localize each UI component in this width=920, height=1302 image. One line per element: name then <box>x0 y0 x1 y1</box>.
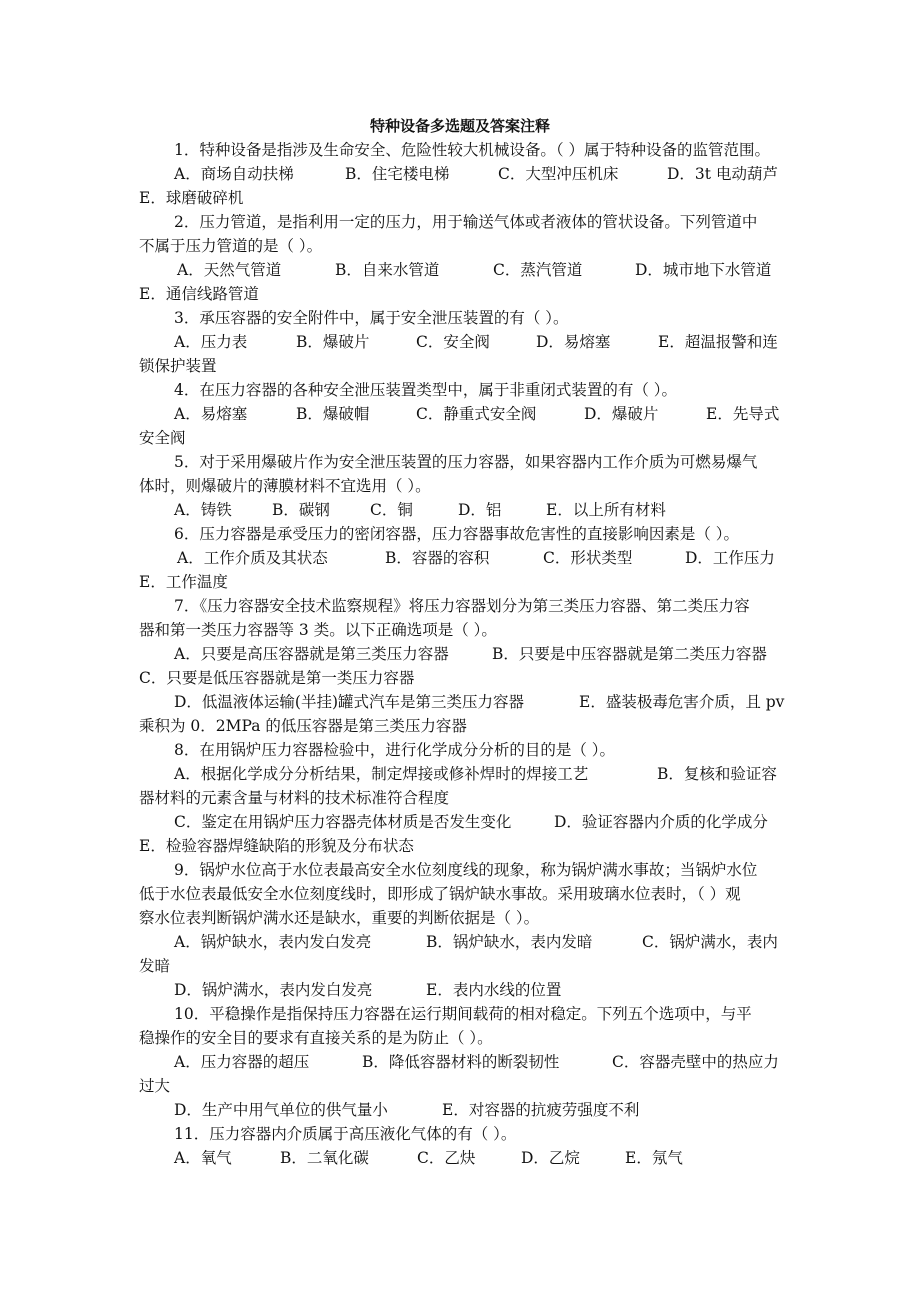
question-5-stem: 5．对于采用爆破片作为安全泄压装置的压力容器，如果容器内工作介质为可燃易爆气 <box>174 453 758 471</box>
question-10-options <box>174 1050 779 1074</box>
option: A．天然气管道 <box>177 261 282 279</box>
option: D．锅炉满水，表内发白发亮 <box>174 981 373 999</box>
question-9-options-cont: 发暗 <box>139 957 171 975</box>
question-7-options <box>174 642 767 666</box>
question-9-stem-cont: 低于水位表最低安全水位刻度线时，即形成了锅炉缺水事故。采用玻璃水位表时，（ ）观 <box>139 885 741 903</box>
question-6-stem: 6．压力容器是承受压力的密闭容器，压力容器事故危害性的直接影响因素是（ ）。 <box>174 525 740 543</box>
option: B．只要是中压容器就是第二类压力容器 <box>492 645 767 663</box>
option: A．铸铁 <box>174 501 232 519</box>
question-9-options-2 <box>174 978 561 1002</box>
question-8-options-2 <box>174 810 768 834</box>
option: D．3t 电动葫芦 <box>667 165 778 183</box>
question-9-stem: 9．锅炉水位高于水位表最高安全水位刻度线的现象，称为锅炉满水事故；当锅炉水位 <box>174 861 758 879</box>
option: B．住宅楼电梯 <box>345 165 450 183</box>
question-3-options <box>174 330 778 354</box>
question-6-options <box>177 546 775 570</box>
question-4-stem: 4．在压力容器的各种安全泄压装置类型中，属于非重闭式装置的有（ ）。 <box>174 381 678 399</box>
option: A．氧气 <box>174 1149 232 1167</box>
option: A．压力表 <box>174 333 248 351</box>
option: D．爆破片 <box>584 405 659 423</box>
question-7-options-2-cont: 乘积为 0．2MPa 的低压容器是第三类压力容器 <box>139 717 467 735</box>
option: E．检验容器焊缝缺陷的形貌及分布状态 <box>139 837 414 855</box>
question-5-options <box>174 498 666 522</box>
question-3-options-cont: 锁保护装置 <box>139 357 217 375</box>
question-2-options <box>177 258 771 282</box>
option: B．爆破片 <box>296 333 370 351</box>
option: E．先导式 <box>706 405 780 423</box>
option: C．静重式安全阀 <box>416 405 537 423</box>
question-11-options <box>174 1146 683 1170</box>
option: B．碳钢 <box>272 501 330 519</box>
question-2-stem-cont: 不属于压力管道的是（ ）。 <box>139 237 323 255</box>
option: C．安全阀 <box>416 333 490 351</box>
option: B．容器的容积 <box>385 549 490 567</box>
option: B．锅炉缺水，表内发暗 <box>426 933 593 951</box>
option: A．根据化学成分分析结果，制定焊接或修补焊时的焊接工艺 <box>174 765 589 783</box>
question-10-stem-cont: 稳操作的安全目的要求有直接关系的是为防止（ ）。 <box>139 1029 493 1047</box>
option: B．降低容器材料的断裂韧性 <box>362 1053 560 1071</box>
question-1-stem: 1．特种设备是指涉及生命安全、危险性较大机械设备。（ ）属于特种设备的监管范围。 <box>174 141 771 159</box>
option: E．表内水线的位置 <box>426 981 562 999</box>
question-10-options-cont: 过大 <box>139 1077 171 1095</box>
question-9-stem-cont-2: 察水位表判断锅炉满水还是缺水，重要的判断依据是（ ）。 <box>139 909 540 927</box>
question-7-stem-cont: 器和第一类压力容器等 3 类。以下正确选项是（ ）。 <box>139 621 497 639</box>
option: B．自来水管道 <box>335 261 440 279</box>
option: E．工作温度 <box>139 573 228 591</box>
option: C．乙炔 <box>417 1149 476 1167</box>
option: C．大型冲压机床 <box>498 165 619 183</box>
question-8-options-cont: 器材料的元素含量与材料的技术标准符合程度 <box>139 789 450 807</box>
question-6-options-cont <box>139 570 228 594</box>
option: A．易熔塞 <box>174 405 248 423</box>
option: A．工作介质及其状态 <box>177 549 328 567</box>
question-10-options-2 <box>174 1098 639 1122</box>
option: D．乙烷 <box>521 1149 580 1167</box>
question-8-options-2-cont <box>139 834 414 858</box>
question-7-options-cont <box>139 666 414 690</box>
option: B．二氧化碳 <box>280 1149 369 1167</box>
option: C．容器壳壁中的热应力 <box>612 1053 779 1071</box>
option: A．锅炉缺水，表内发白发亮 <box>174 933 372 951</box>
option: A．只要是高压容器就是第三类压力容器 <box>174 645 449 663</box>
question-2-stem: 2．压力管道，是指利用一定的压力，用于输送气体或者液体的管状设备。下列管道中 <box>174 213 758 231</box>
question-4-options-cont: 安全阀 <box>139 429 186 447</box>
question-8-stem: 8．在用锅炉压力容器检验中，进行化学成分分析的目的是（ ）。 <box>174 741 616 759</box>
option: C．蒸汽管道 <box>493 261 583 279</box>
option: B．爆破帽 <box>296 405 370 423</box>
option: C．锅炉满水，表内 <box>642 933 778 951</box>
question-11-stem: 11．压力容器内介质属于高压液化气体的有（ ）。 <box>174 1125 517 1143</box>
option: E．盛装极毒危害介质，且 pv <box>579 693 785 711</box>
option: D．工作压力 <box>685 549 775 567</box>
question-2-options-cont <box>139 282 259 306</box>
option: E．通信线路管道 <box>139 285 259 303</box>
option: D．易熔塞 <box>536 333 611 351</box>
question-1-options-cont <box>139 186 243 210</box>
option: E．对容器的抗疲劳强度不利 <box>442 1101 640 1119</box>
option: D．低温液体运输(半挂)罐式汽车是第三类压力容器 <box>174 693 525 711</box>
question-5-stem-cont: 体时，则爆破片的薄膜材料不宜选用（ ）。 <box>139 477 431 495</box>
option: E．以上所有材料 <box>546 501 666 519</box>
option: C．铜 <box>370 501 413 519</box>
question-9-options <box>174 930 778 954</box>
question-8-options <box>174 762 777 786</box>
option: D．生产中用气单位的供气量小 <box>174 1101 388 1119</box>
option: A．商场自动扶梯 <box>174 165 294 183</box>
option: A．压力容器的超压 <box>174 1053 310 1071</box>
option: C．只要是低压容器就是第一类压力容器 <box>139 669 415 687</box>
question-4-options <box>174 402 779 426</box>
question-7-stem: 7．《压力容器安全技术监察规程》将压力容器划分为第三类压力容器、第二类压力容 <box>174 597 750 615</box>
question-3-stem: 3．承压容器的安全附件中，属于安全泄压装置的有（ ）。 <box>174 309 569 327</box>
option: D．铝 <box>458 501 502 519</box>
option: E．氖气 <box>625 1149 683 1167</box>
option: E．球磨破碎机 <box>139 189 244 207</box>
option: E．超温报警和连 <box>658 333 778 351</box>
question-10-stem: 10．平稳操作是指保持压力容器在运行期间载荷的相对稳定。下列五个选项中，与平 <box>174 1005 752 1023</box>
option: C．形状类型 <box>543 549 633 567</box>
question-7-options-2 <box>174 690 784 714</box>
option: D．验证容器内介质的化学成分 <box>554 813 768 831</box>
option: B．复核和验证容 <box>657 765 777 783</box>
option: C．鉴定在用锅炉压力容器壳体材质是否发生变化 <box>174 813 512 831</box>
option: D．城市地下水管道 <box>635 261 772 279</box>
document-title: 特种设备多选题及答案注释 <box>369 117 550 135</box>
question-1-options <box>174 162 778 186</box>
